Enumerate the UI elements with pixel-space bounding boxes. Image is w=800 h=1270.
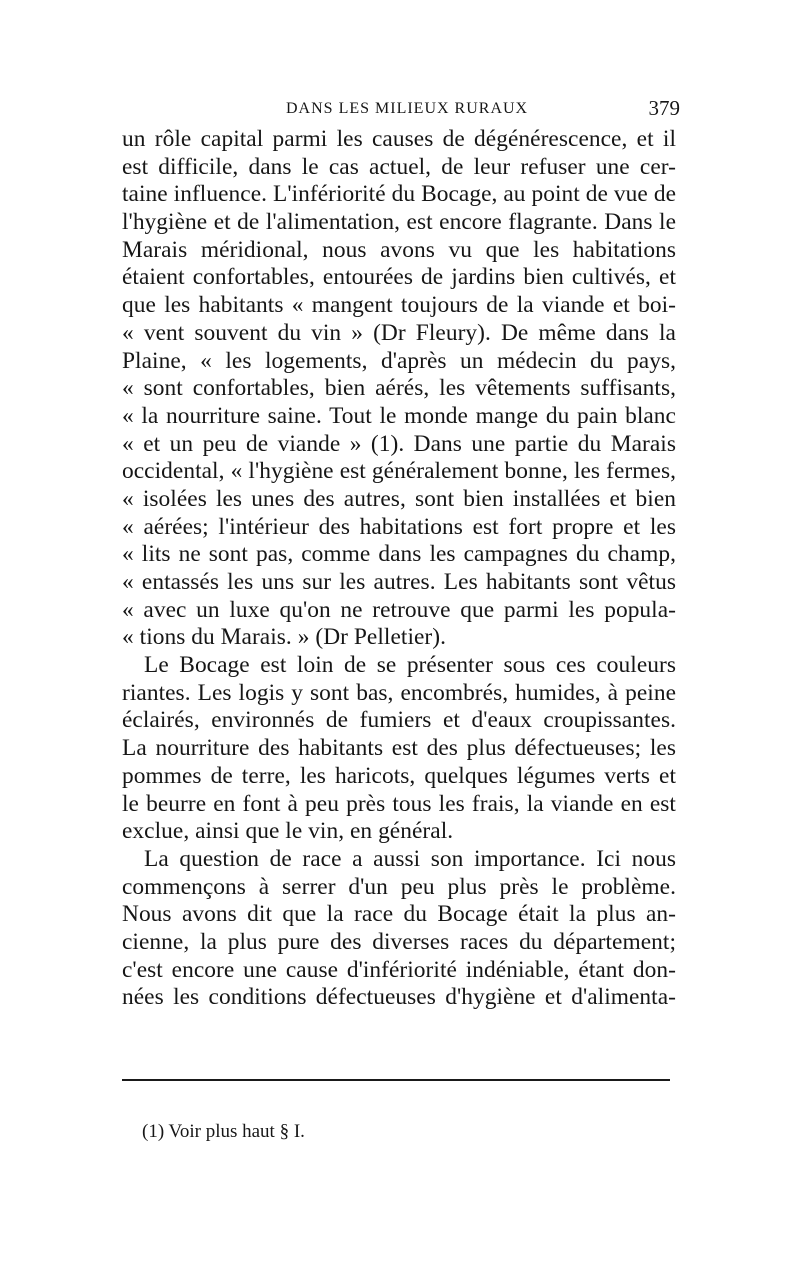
paragraph-start-line: Le Bocage est loin de se présenter sous ces couleurs xyxy=(144,652,676,679)
text-line: que les habitants « mangent toujours de la viande et boi- xyxy=(122,292,676,319)
text-line: « avec un luxe qu'on ne retrouve que parmi les popula- xyxy=(122,596,676,623)
text-line: Plaine, « les logements, d'après un médecin du pays, xyxy=(122,347,676,374)
text-line: « la nourriture saine. Tout le monde mange du pain blanc xyxy=(122,402,676,429)
body-text xyxy=(122,126,676,1012)
text-line: le beurre en font à peu près tous les frais, la viande en est xyxy=(122,790,676,817)
footnote-rule xyxy=(122,1079,670,1081)
text-line: un rôle capital parmi les causes de dégénérescence, et il xyxy=(122,126,676,152)
text-line: riantes. Les logis y sont bas, encombrés, humides, à peine xyxy=(122,679,676,706)
text-line: pommes de terre, les haricots, quelques légumes verts et xyxy=(122,762,676,789)
text-line: éclairés, environnés de fumiers et d'eaux croupissantes. xyxy=(122,707,676,734)
text-line: exclue, ainsi que le vin, en général. xyxy=(122,818,454,845)
text-line: « isolées les unes des autres, sont bien installées et bien xyxy=(122,485,676,512)
text-line: « aérées; l'intérieur des habitations est fort propre et les xyxy=(122,513,676,540)
text-line: l'hygiène et de l'alimentation, est encore flagrante. Dans le xyxy=(122,209,676,236)
text-line: La nourriture des habitants est des plus défectueuses; les xyxy=(122,735,676,762)
text-line: « et un peu de viande » (1). Dans une partie du Marais xyxy=(122,430,676,457)
text-line: Marais méridional, nous avons vu que les habitations xyxy=(122,236,676,263)
page-header xyxy=(122,96,682,126)
text-line: « tions du Marais. » (Dr Pelletier). xyxy=(122,624,447,651)
text-line: nées les conditions défectueuses d'hygiène et d'alimenta- xyxy=(122,984,676,1011)
text-line: « sont confortables, bien aérés, les vêtements suffisants, xyxy=(122,375,676,402)
text-line: « entassés les uns sur les autres. Les habitants sont vêtus xyxy=(122,569,676,595)
text-line: cienne, la plus pure des diverses races du département; xyxy=(122,928,676,955)
page-number: 379 xyxy=(648,96,680,120)
text-line: étaient confortables, entourées de jardins bien cultivés, et xyxy=(122,264,676,291)
text-line: occidental, « l'hygiène est généralement bonne, les fermes, xyxy=(122,458,676,485)
text-line: taine influence. L'infériorité du Bocage, au point de vue de xyxy=(122,181,676,208)
running-head: DANS LES MILIEUX RURAUX xyxy=(286,100,529,117)
text-line: est difficile, dans le cas actuel, de leur refuser une cer- xyxy=(122,153,676,180)
text-line: Nous avons dit que la race du Bocage était la plus an- xyxy=(122,901,676,928)
text-line: c'est encore une cause d'infériorité indéniable, étant don- xyxy=(122,956,676,983)
paragraph-start-line: La question de race a aussi son importance. Ici nous xyxy=(144,845,676,872)
text-line: « lits ne sont pas, comme dans les campagnes du champ, xyxy=(122,541,676,568)
text-line: « vent souvent du vin » (Dr Fleury). De même dans la xyxy=(122,319,676,346)
text-line: commençons à serrer d'un peu plus près le problème. xyxy=(122,873,676,900)
footnote: (1) Voir plus haut § I. xyxy=(142,1121,305,1142)
